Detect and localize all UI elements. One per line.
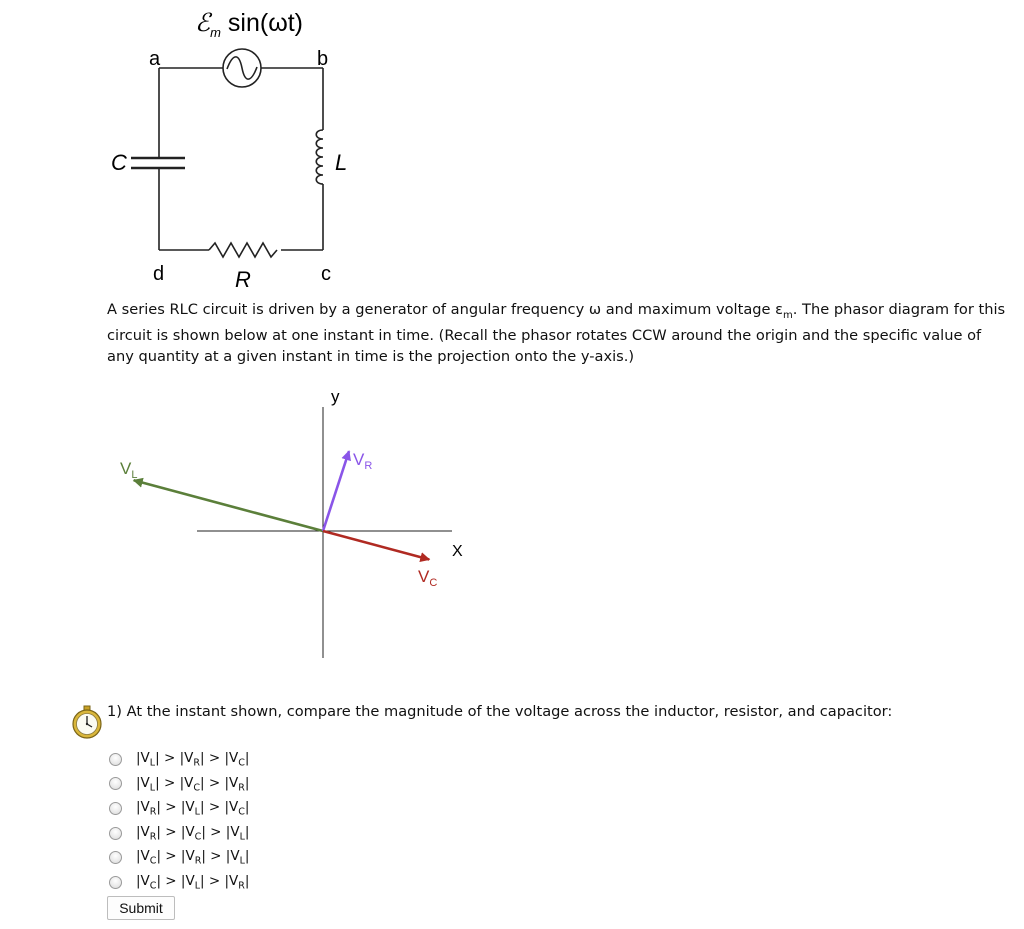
source-label: ℰ$_m$ sin(ωt) [195, 9, 304, 40]
answer-option-3[interactable] [109, 796, 249, 821]
vector-vl [134, 480, 323, 531]
vector-vc [323, 531, 429, 560]
radio-button[interactable] [109, 802, 122, 815]
answer-option-label: $|V_R| > |V_C| > |V_L|$ [136, 823, 250, 843]
answer-option-label: $|V_C| > |V_R| > |V_L|$ [136, 848, 250, 868]
node-d-label: d [153, 263, 165, 285]
node-b-label: b [317, 48, 329, 70]
question-1 [107, 703, 892, 720]
answer-option-6[interactable] [109, 870, 249, 895]
question-text: At the instant shown, compare the magnitude of the voltage across the inductor, resistor, and capacitor: [126, 703, 893, 720]
answer-option-label: $|V_R| > |V_L| > |V_C|$ [136, 799, 250, 818]
ac-source-wave [227, 57, 257, 79]
node-a-label: a [149, 48, 161, 70]
answer-option-5[interactable] [109, 845, 249, 870]
problem-description [107, 300, 1007, 367]
radio-button[interactable] [109, 777, 122, 790]
vector-vc-label: $V_C$ [418, 567, 438, 589]
answer-option-2[interactable] [109, 772, 249, 797]
rlc-circuit-diagram [105, 3, 365, 295]
answer-option-label: $|V_L| > |V_C| > |V_R|$ [136, 774, 250, 794]
vector-vr-label: $V_R$ [353, 450, 373, 472]
intro-text-start: A series RLC circuit is driven by a generator of angular frequency ω and maximum voltage ε [107, 301, 784, 318]
radio-button[interactable] [109, 753, 122, 766]
resistor-label: R [235, 267, 251, 292]
vector-vl-label: $V_L$ [120, 459, 138, 481]
y-axis-label: y [331, 387, 340, 406]
inductor-coil [316, 130, 323, 184]
answer-option-4[interactable] [109, 821, 249, 846]
phasor-diagram [100, 380, 500, 670]
radio-button[interactable] [109, 851, 122, 864]
radio-button[interactable] [109, 876, 122, 889]
inductor-label: L [335, 150, 348, 175]
intro-text-end: . The phasor diagram for this circuit is shown below at one instant in time. (Recall the phasor rotates CCW around the origin and the specific value of any quantity at a given instant in time is the projection onto the y-axis.) [107, 301, 1006, 365]
radio-button[interactable] [109, 827, 122, 840]
stopwatch-icon [70, 705, 104, 739]
answer-option-label: $|V_C| > |V_L| > |V_R|$ [136, 872, 250, 892]
submit-button[interactable]: Submit [107, 896, 175, 920]
question-number: 1) [107, 703, 122, 720]
x-axis-label: X [452, 543, 463, 560]
capacitor-label: C [111, 150, 127, 175]
intro-text-sub: m [783, 309, 793, 321]
answer-choices [109, 747, 249, 895]
answer-option-1[interactable] [109, 747, 249, 772]
answer-option-label: $|V_L| > |V_R| > |V_C|$ [136, 749, 250, 769]
node-c-label: c [321, 263, 331, 285]
resistor-zigzag [209, 243, 277, 257]
vector-vr [323, 451, 349, 531]
